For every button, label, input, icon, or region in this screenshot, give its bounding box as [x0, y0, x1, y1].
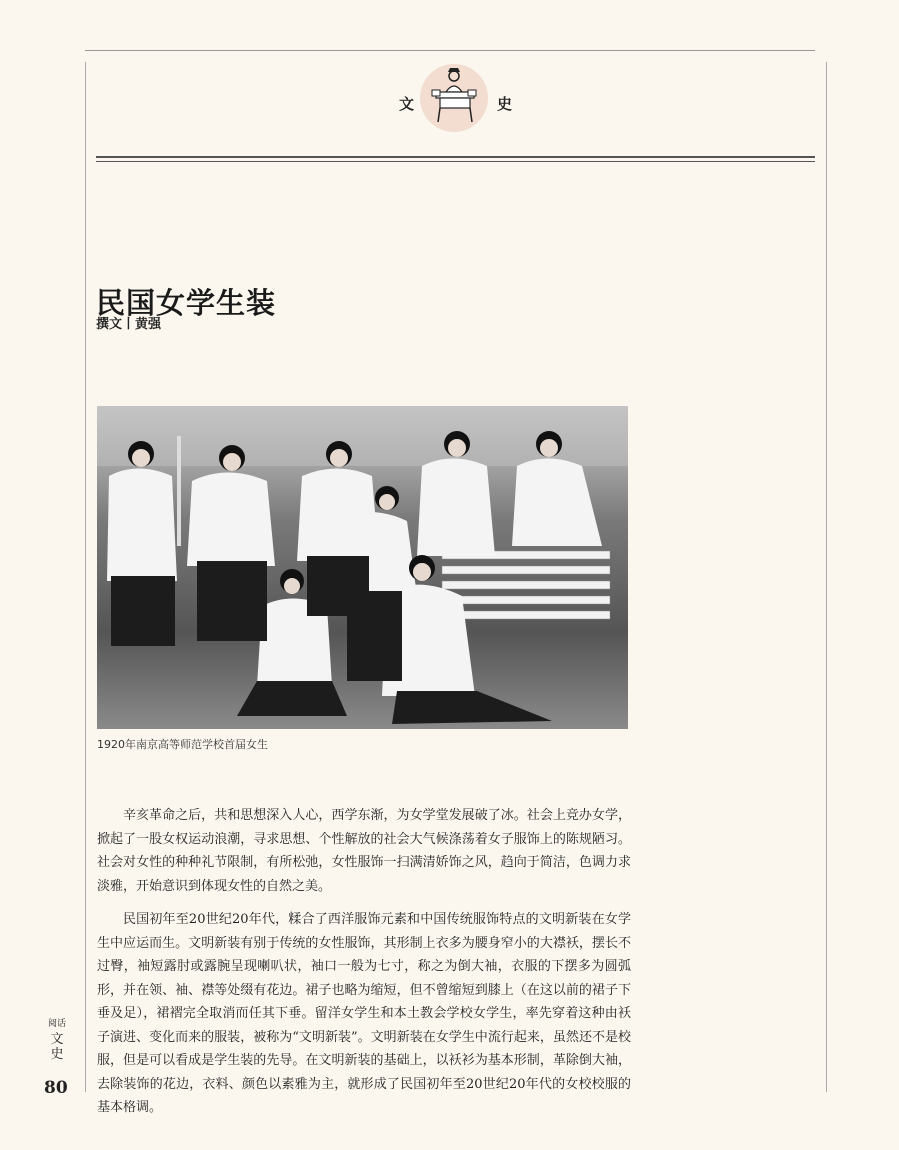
section-label-left: 文	[399, 95, 415, 113]
photo-caption: 1920年南京高等师范学校首届女生	[97, 738, 268, 751]
article-title: 民国女学生装	[96, 286, 277, 321]
historical-group-photo	[97, 406, 628, 729]
article-body	[97, 804, 631, 1130]
right-margin-rule	[826, 62, 827, 1092]
section-label-right: 史	[497, 95, 513, 113]
left-margin-rule	[85, 62, 86, 1092]
scholar-desk-logo-icon	[418, 62, 490, 134]
side-label-main: 文史	[50, 1032, 64, 1062]
page-number: 80	[44, 1078, 68, 1098]
body-paragraph: 民国初年至20世纪20年代，糅合了西洋服饰元素和中国传统服饰特点的文明新装在女学生中应运而生。文明新装有别于传统的女性服饰，其形制上衣多为腰身窄小的大襟袄，摆长不过臀，袖短露肘或露腕呈现喇叭状，袖口一般为七寸，称之为倒大袖，衣服的下摆多为圆弧形，并在领、袖、襟等处缀有花边。裙子也略为缩短，但不曾缩短到膝上（在这以前的裙子下垂及足），裙褶完全取消而任其下垂。留洋女学生和本土教会学校女学生，率先穿着这种由袄子演进、变化而来的服装，被称为“文明新装”。文明新装在女学生中流行起来，虽然还不是校服，但是可以看成是学生装的先导。在文明新装的基础上，以袄衫为基本形制，革除倒大袖，去除装饰的花边，衣料、颜色以素雅为主，就形成了民国初年至20世纪20年代的女校校服的基本格调。	[97, 912, 631, 1115]
header-rule-thick	[96, 156, 815, 158]
body-paragraph: 辛亥革命之后，共和思想深入人心，西学东渐，为女学堂发展破了冰。社会上竞办女学，掀起了一股女权运动浪潮，寻求思想、个性解放的社会大气候涤荡着女子服饰上的陈规陋习。社会对女性的种种礼节限制，有所松弛，女性服饰一扫满清娇饰之风，趋向于简洁，色调力求淡雅，开始意识到体现女性的自然之美。	[97, 808, 631, 894]
magazine-side-label	[45, 1017, 69, 1062]
article-byline: 撰文丨黄强	[96, 317, 162, 332]
header-rule-thin	[96, 161, 815, 162]
side-label-small: 阅话	[47, 1019, 66, 1029]
top-rule	[85, 50, 815, 51]
